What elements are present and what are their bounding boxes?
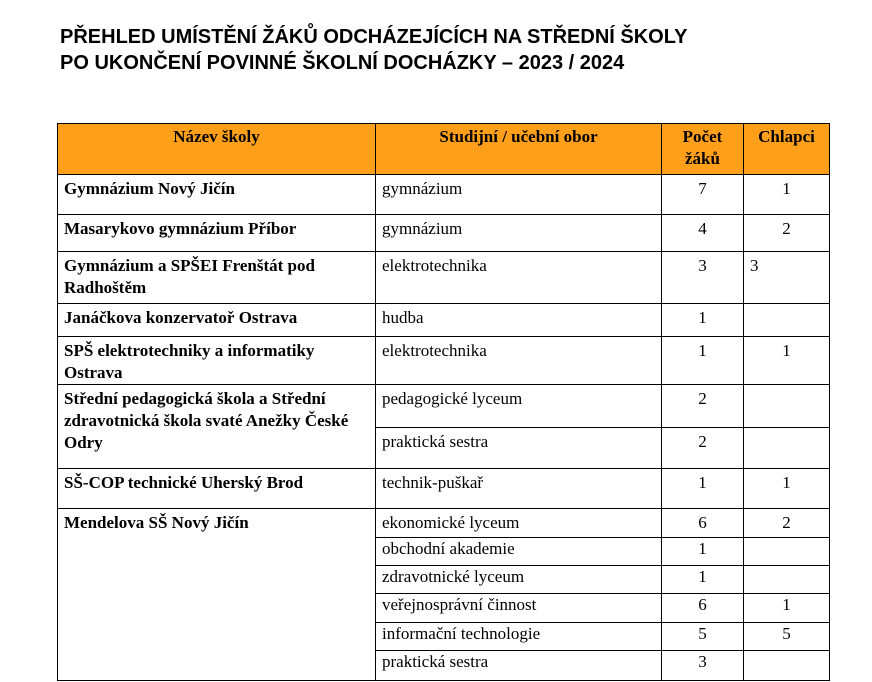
field-name: praktická sestra <box>376 651 662 681</box>
student-count: 1 <box>662 337 744 385</box>
student-count: 1 <box>662 304 744 337</box>
school-name: Mendelova SŠ Nový Jičín <box>58 509 376 681</box>
header-field: Studijní / učební obor <box>376 124 662 175</box>
header-count: Počet žáků <box>662 124 744 175</box>
field-name: hudba <box>376 304 662 337</box>
student-count: 6 <box>662 594 744 623</box>
boys-count: 1 <box>744 337 830 385</box>
table-row <box>58 252 830 304</box>
field-name: pedagogické lyceum <box>376 385 662 428</box>
student-count: 1 <box>662 538 744 566</box>
schools-table <box>57 123 830 681</box>
student-count: 6 <box>662 509 744 538</box>
school-name: Gymnázium Nový Jičín <box>58 175 376 215</box>
boys-count <box>744 385 830 428</box>
student-count: 7 <box>662 175 744 215</box>
document-title <box>60 24 840 76</box>
student-count: 3 <box>662 651 744 681</box>
boys-count: 1 <box>744 594 830 623</box>
table-row <box>58 215 830 252</box>
boys-count: 2 <box>744 215 830 252</box>
field-name: veřejnosprávní činnost <box>376 594 662 623</box>
field-name: technik-puškař <box>376 469 662 509</box>
boys-count: 1 <box>744 469 830 509</box>
school-name: SPŠ elektrotechniky a informatiky Ostrava <box>58 337 376 385</box>
student-count: 2 <box>662 428 744 469</box>
field-name: zdravotnické lyceum <box>376 566 662 594</box>
school-name: Janáčkova konzervatoř Ostrava <box>58 304 376 337</box>
table-row <box>58 385 830 428</box>
school-name: SŠ-COP technické Uherský Brod <box>58 469 376 509</box>
table-row <box>58 337 830 385</box>
field-name: elektrotechnika <box>376 337 662 385</box>
school-name: Gymnázium a SPŠEI Frenštát pod Radhoštěm <box>58 252 376 304</box>
header-school: Název školy <box>58 124 376 175</box>
boys-count <box>744 651 830 681</box>
title-line-1: PŘEHLED UMÍSTĚNÍ ŽÁKŮ ODCHÁZEJÍCÍCH NA STŘEDNÍ ŠKOLY <box>60 26 688 48</box>
field-name: elektrotechnika <box>376 252 662 304</box>
student-count: 4 <box>662 215 744 252</box>
table-row <box>58 304 830 337</box>
field-name: praktická sestra <box>376 428 662 469</box>
table-header-row <box>58 124 830 175</box>
school-name: Masarykovo gymnázium Příbor <box>58 215 376 252</box>
boys-count <box>744 538 830 566</box>
field-name: informační technologie <box>376 623 662 651</box>
student-count: 1 <box>662 566 744 594</box>
table-row <box>58 509 830 538</box>
boys-count <box>744 428 830 469</box>
table-row <box>58 469 830 509</box>
boys-count: 5 <box>744 623 830 651</box>
boys-count: 1 <box>744 175 830 215</box>
boys-count <box>744 304 830 337</box>
field-name: gymnázium <box>376 175 662 215</box>
title-line-2: PO UKONČENÍ POVINNÉ ŠKOLNÍ DOCHÁZKY – 2023 / 2024 <box>60 52 625 74</box>
boys-count: 3 <box>744 252 830 304</box>
student-count: 5 <box>662 623 744 651</box>
header-boys: Chlapci <box>744 124 830 175</box>
table-row <box>58 175 830 215</box>
student-count: 1 <box>662 469 744 509</box>
field-name: obchodní akademie <box>376 538 662 566</box>
boys-count: 2 <box>744 509 830 538</box>
school-name: Střední pedagogická škola a Střední zdravotnická škola svaté Anežky České Odry <box>58 385 376 469</box>
student-count: 2 <box>662 385 744 428</box>
student-count: 3 <box>662 252 744 304</box>
boys-count <box>744 566 830 594</box>
field-name: gymnázium <box>376 215 662 252</box>
field-name: ekonomické lyceum <box>376 509 662 538</box>
